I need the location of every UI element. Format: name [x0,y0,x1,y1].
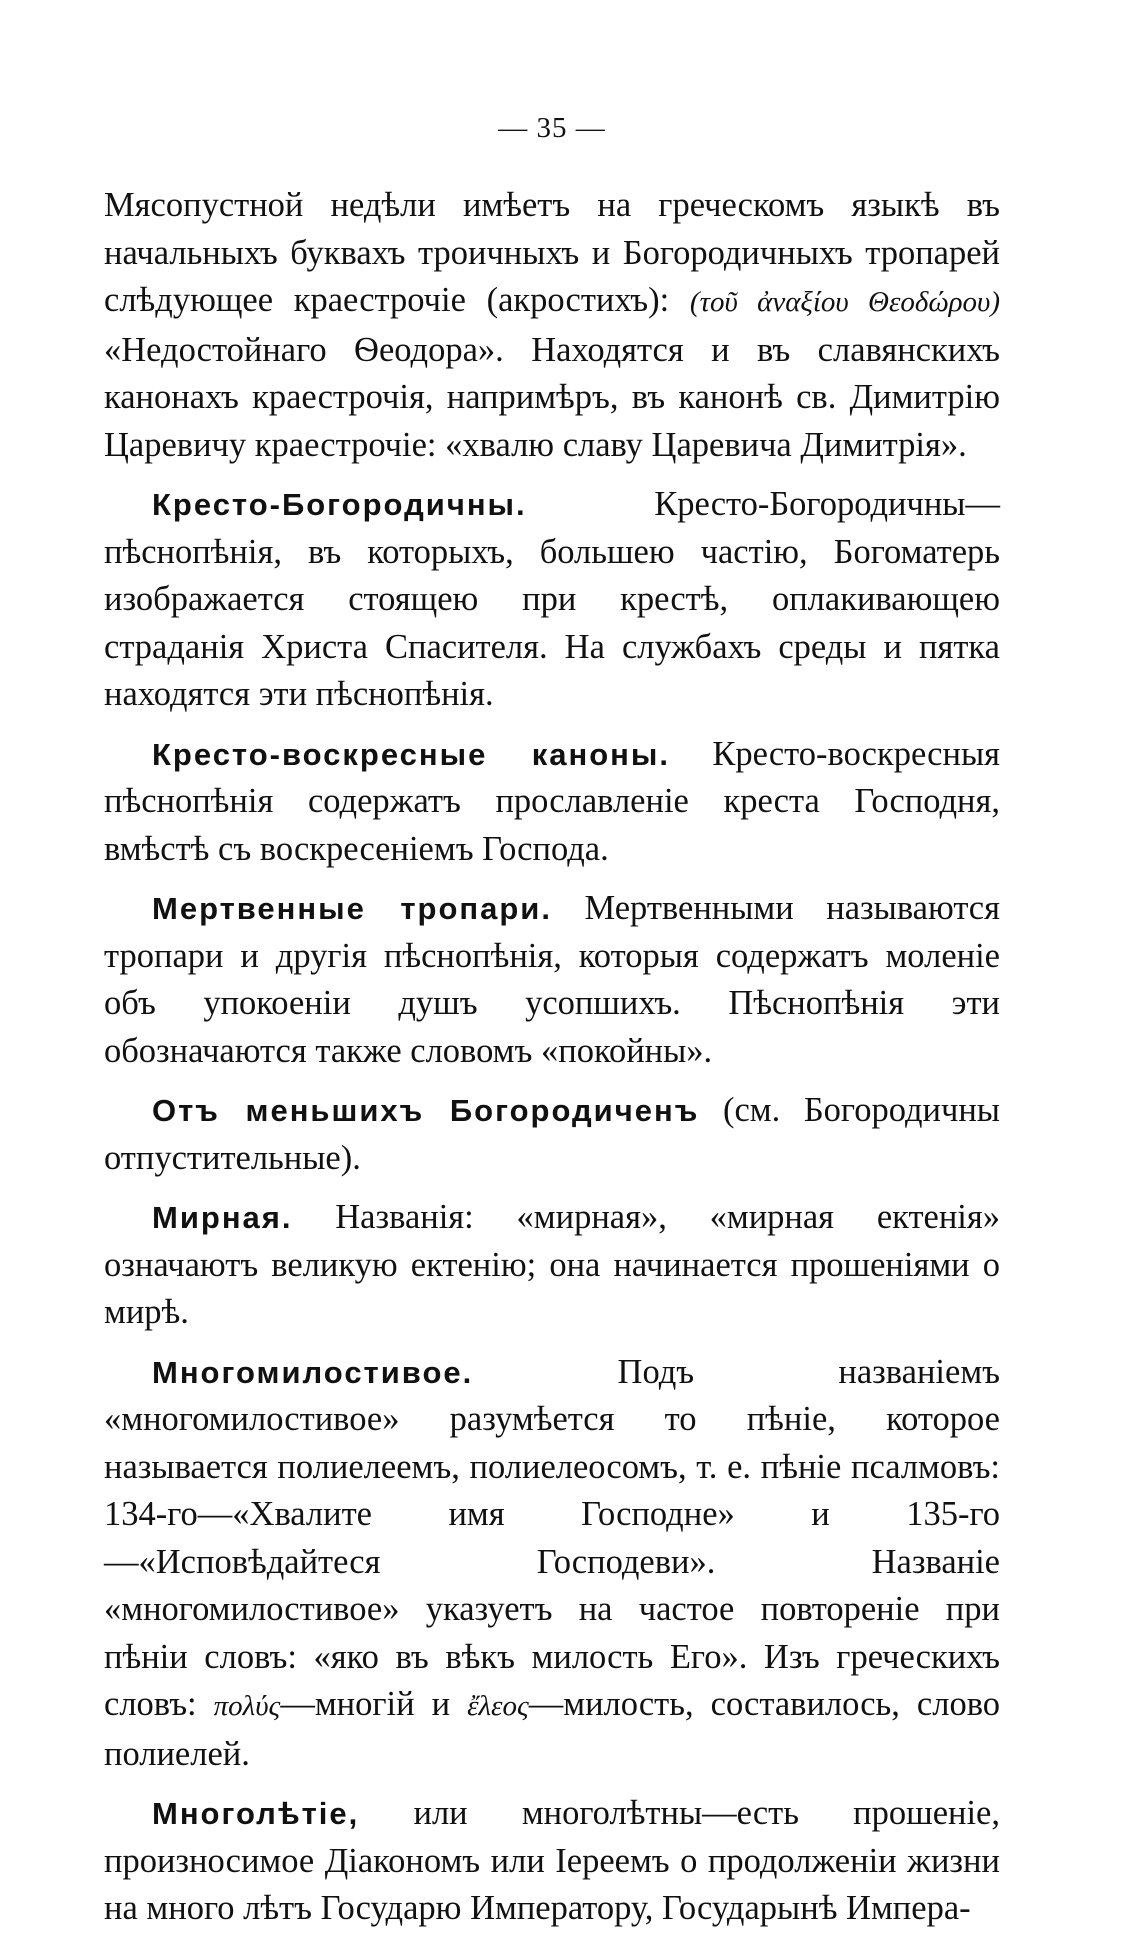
book-page [104,110,1000,1933]
entry-heading: Кресто-воскресные каноны. [152,736,670,772]
entry-body: Кресто-Богородичны—пѣснопѣнія, въ которыхъ, большею частію, Богоматерь изображается стоящею при крестѣ, оплакивающею страданія Христа Спасителя. На службахъ среды и пятка находятся эти пѣснопѣнія. [104,485,1000,713]
entry-body: или многолѣтны—есть прошеніе, произносимое Діакономъ или Іереемъ о продолженіи жизни на много лѣтъ Государю Императору, Государынѣ Импера- [104,1794,1000,1927]
entry-heading: Многолѣтіе, [152,1796,360,1831]
greek-word: πολύς [213,1690,281,1722]
entry-paragraph [104,1349,1000,1779]
paragraph-text: «Недостойнаго Ѳеодора». Находятся и въ славянскихъ канонахъ краестрочія, напримѣръ, въ канонѣ св. Димитрію Царевичу краестрочіе: «хвалю славу Царевича Димитрія». [104,330,1000,464]
entry-paragraph [104,1790,1000,1933]
entry-paragraph [104,731,1000,874]
paragraph-continuation [104,182,1000,469]
entry-heading: Мирная. [152,1200,293,1235]
entry-paragraph [104,1194,1000,1337]
entry-heading: Отъ меньшихъ Богородиченъ [152,1093,700,1128]
entry-body: Мертвенными называются тропари и другія пѣснопѣнія, которыя содержатъ моленіе объ упокоеніи душъ усопшихъ. Пѣснопѣнія эти обозначаются также словомъ «покойны». [104,889,1000,1070]
page-number: — 35 — [498,112,606,144]
entry-paragraph [104,481,1000,719]
entry-body: —многій и [280,1685,468,1723]
entry-body: —милость, составилось, слово полиелей. [104,1685,1001,1773]
entry-heading: Многомилостивое. [152,1354,474,1390]
greek-word: ἔλεος [467,1690,529,1722]
entry-heading: Мертвенные тропари. [152,891,552,926]
entry-paragraph [104,885,1000,1075]
entry-body: Подъ названіемъ «многомилостивое» разумѣется то пѣніе, которое называется полиелеемъ, полиелеосомъ, т. е. пѣніе псалмовъ: 134-го—«Хвалите имя Господне» и 135-го—«Исповѣдайтеся Господеви». Названіе «многомилостивое» указуетъ на частое повтореніе при пѣніи словъ: «яко въ вѣкъ милость Его». Изъ греческихъ словъ: [104,1352,1000,1723]
entry-heading: Кресто-Богородичны. [152,487,527,522]
paragraph-text: Мясопустной недѣли имѣетъ на греческомъ языкѣ въ начальныхъ буквахъ троичныхъ и Богородичныхъ тропарей слѣдующее краестрочіе (акростихъ): [104,186,1000,319]
entry-body: Кресто-воскресныя пѣснопѣнія содержатъ прославленіе креста Господня, вмѣстѣ съ воскресеніемъ Господа. [104,734,1000,868]
entry-paragraph [104,1087,1000,1182]
entry-body: Названія: «мирная», «мирная ектенія» означаютъ великую ектенію; она начинается прошеніями о мирѣ. [104,1198,1000,1331]
greek-phrase: (τοῦ ἀναξίου Θεοδώρου) [689,286,1000,318]
entry-body: (см. Богородичны отпустительные). [104,1091,1000,1177]
